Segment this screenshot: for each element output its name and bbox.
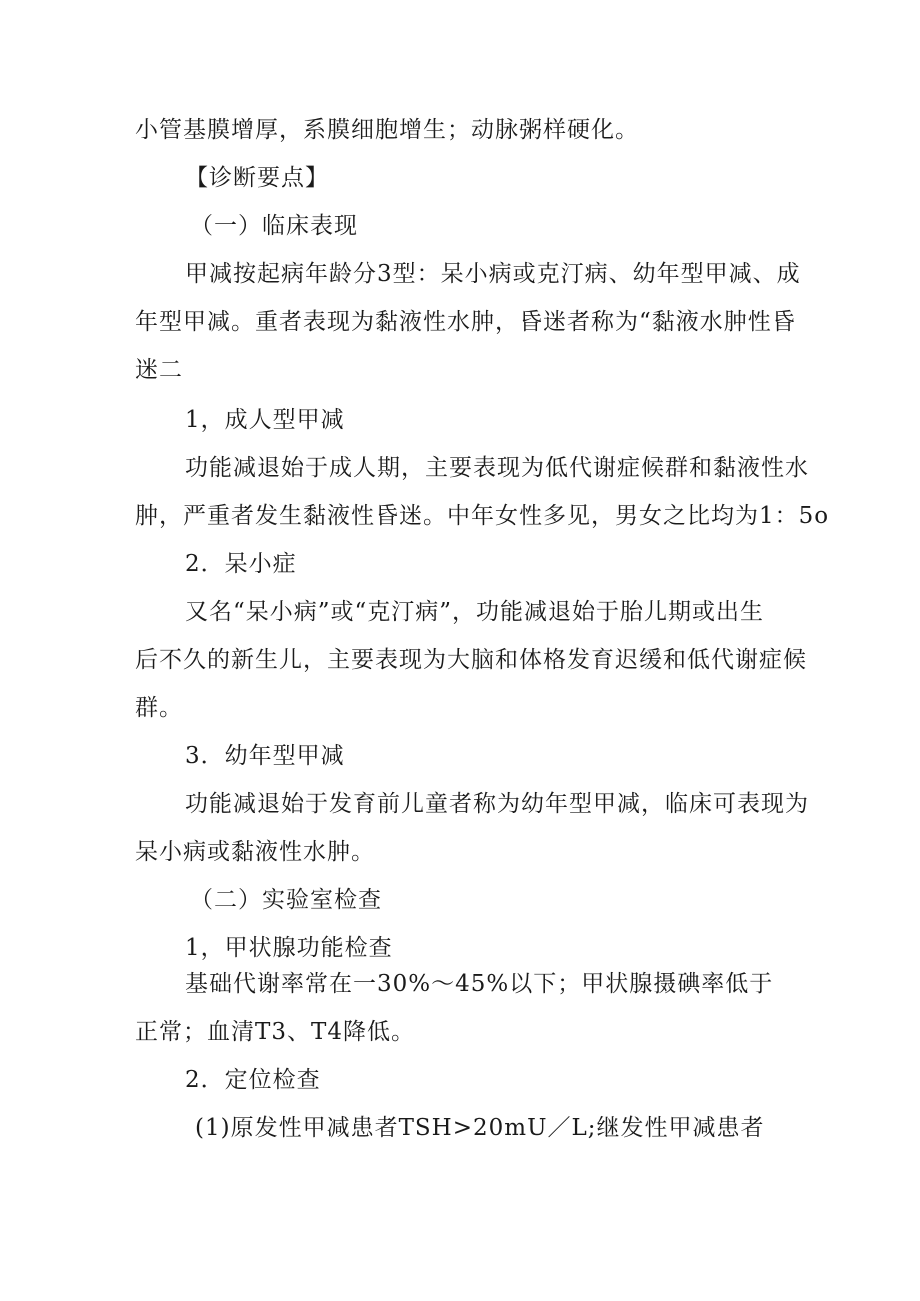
text-line: 呆小病或黏液性水肿。 <box>135 839 375 865</box>
item-heading: 1，甲状腺功能检查 <box>185 935 393 961</box>
text-line: 小管基膜增厚，系膜细胞增生；动脉粥样硬化。 <box>135 117 639 143</box>
text-line: 后不久的新生儿，主要表现为大脑和体格发育迟缓和低代谢症候 <box>135 647 807 673</box>
section-heading: 【诊断要点】 <box>185 165 329 191</box>
text-line: 又名“呆小病”或“克汀病”，功能减退始于胎儿期或出生 <box>185 599 765 625</box>
text-line: 甲减按起病年龄分3型：呆小病或克汀病、幼年型甲减、成 <box>185 261 801 287</box>
subsection-heading: （二）实验室检查 <box>190 887 382 913</box>
item-heading: 1，成人型甲减 <box>185 407 345 433</box>
item-heading: 3．幼年型甲减 <box>185 743 345 769</box>
item-heading: 2．呆小症 <box>185 551 297 577</box>
text-line: 功能减退始于发育前儿童者称为幼年型甲减，临床可表现为 <box>185 791 809 817</box>
item-heading: 2．定位检查 <box>185 1067 321 1093</box>
text-line: 功能减退始于成人期，主要表现为低代谢症候群和黏液性水 <box>185 455 809 481</box>
text-line: 肿，严重者发生黏液性昏迷。中年女性多见，男女之比均为1：5o <box>135 503 830 529</box>
text-line: (1)原发性甲减患者TSH>20mU／L;继发性甲减患者 <box>195 1115 765 1141</box>
text-line: 年型甲减。重者表现为黏液性水肿，昏迷者称为“黏液水肿性昏 <box>135 309 796 335</box>
subsection-heading: （一）临床表现 <box>190 213 358 239</box>
text-line: 迷二 <box>135 357 183 383</box>
text-line: 基础代谢率常在一30%～45%以下；甲状腺摄碘率低于 <box>185 971 774 997</box>
text-line: 正常；血清T3、T4降低。 <box>135 1019 415 1045</box>
text-line: 群。 <box>135 695 183 721</box>
